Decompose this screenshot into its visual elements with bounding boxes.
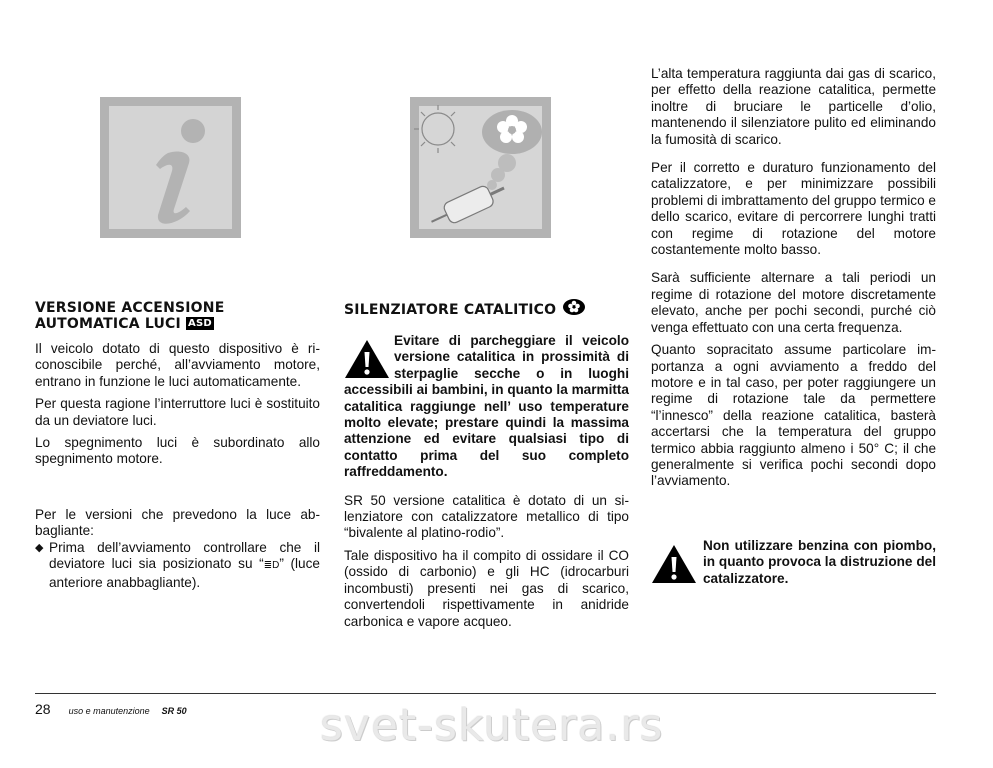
paragraph: Tale dispositivo ha il compito di ossidare il CO (ossido di carbonio) e gli HC (idrocarburi incombusti) presenti nei gas di scarico, convertendoli rispettivamente in anidride carbonica e vapore acqueo. <box>344 547 629 629</box>
warning-triangle-icon <box>344 339 390 384</box>
diamond-bullet-icon: ◆ <box>35 541 44 554</box>
paragraph: Per le versioni che prevedono la luce abbagliante: <box>35 507 320 539</box>
catalytic-symbol-icon <box>562 298 586 321</box>
section-title-line2: AUTOMATICA LUCI <box>35 316 181 332</box>
paragraph: SR 50 versione catalitica è dotato di un silenziatore con catalizzatore metallico di tipo “bivalente al platino-rodio”. <box>344 492 629 541</box>
paragraph: Lo spegnimento luci è subordinato allo spegnimento motore. <box>35 435 320 467</box>
warning-box <box>344 333 629 481</box>
section-title-catalytic: SILENZIATORE CATALITICO <box>344 301 557 318</box>
paragraph: L’alta temperatura raggiunta dai gas di scarico, per effetto della reazione catalitica, permette inoltre di bruciare le particelle d’olio, mantenendo il silenziatore pulito ed eliminando la fumosità di scarico. <box>651 66 936 147</box>
footer-model: SR 50 <box>161 706 187 716</box>
paragraph: Per il corretto e duraturo funzionamento del catalizzatore, e per minimizzare possibili problemi di imbrattamento del gruppo termico e dello scarico, evitare di percorrere lunghi tratti con regime di rotazione del motore costantemente molto basso. <box>651 160 936 258</box>
footer-divider <box>35 693 936 694</box>
info-icon <box>100 97 241 238</box>
section-title-line1: VERSIONE ACCENSIONE <box>35 300 225 316</box>
section-title-lights <box>35 300 320 332</box>
warning-text: Evitare di parcheggiare il veicolo versione catalitica in prossimità di sterpaglie secche o in luoghi accessibili ai bambini, in quanto la marmitta catalitica raggiunge nell’ uso temperature molto elevate; prestare quindi la massima attenzione ed evitare qualsiasi tipo di contatto prima del suo completo raffreddamento. <box>344 333 629 480</box>
list-item-text-start: Prima dell’avviamento controllare che il deviatore luci sia posizionato su “ <box>49 539 320 572</box>
low-beam-symbol: ≣D <box>263 560 280 572</box>
warning-box <box>651 538 936 587</box>
footer-text: uso e manutenzione <box>68 706 150 716</box>
watermark: svet-skutera.rs <box>320 700 664 751</box>
warning-text: Non utilizzare benzina con piombo, in quanto provoca la distruzione del catalizzatore. <box>703 538 936 586</box>
list-item-text <box>49 540 320 591</box>
paragraph: Per questa ragione l’interruttore luci è sostituito da un deviatore luci. <box>35 396 320 428</box>
asd-badge: ASD <box>188 318 212 329</box>
paragraph: Sarà sufficiente alternare a tali periodi un regime di rotazione del motore discretamente elevato, anche per pochi secondi, purché ciò venga effettuato con una certa frequenza. <box>651 270 936 335</box>
list-item <box>35 540 320 591</box>
list-item-text-end: ” (luce anteriore anabbagliante). <box>49 556 320 590</box>
paragraph: Quanto sopracitato assume particolare importanza a ogni avviamento a freddo del motore e in tal caso, per poter raggiungere un regime di rotazione tale da permettere “l’innesco” della reazione catalitica, basterà accertarsi che la temperatura del gruppo termico abbia raggiunto almeno i 50° C; il che generalmente si verifica pochi secondi dopo l’avviamento. <box>651 342 936 489</box>
paragraph: Il veicolo dotato di questo dispositivo è riconoscibile perché, all’avviamento motore, entrano in funzione le luci automaticamente. <box>35 341 320 389</box>
page-number: 28 <box>35 701 51 717</box>
catalytic-illustration-icon <box>410 97 551 238</box>
warning-triangle-icon <box>651 544 697 589</box>
